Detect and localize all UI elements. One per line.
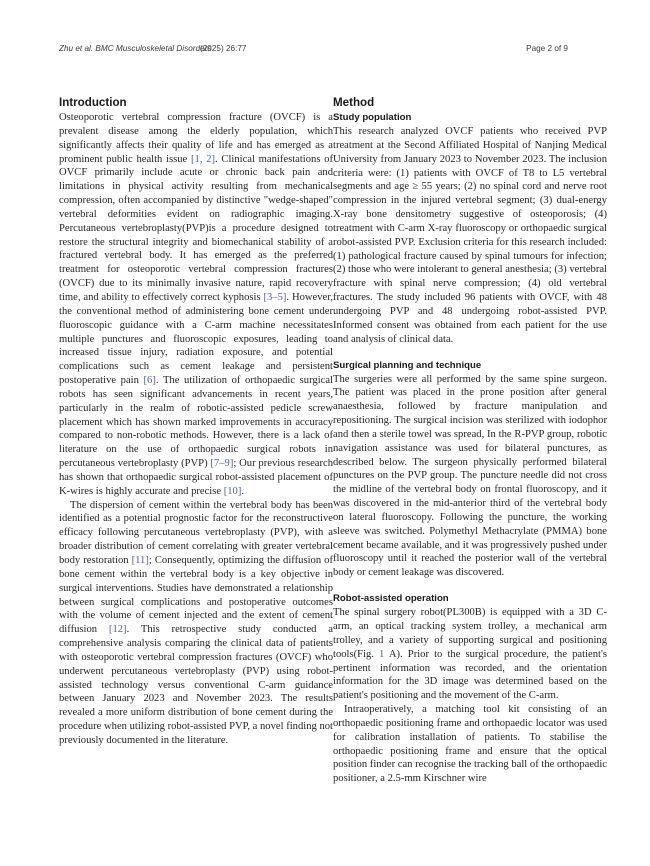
surgical-planning-paragraph: The surgeries were all performed by the same spine surgeon. The patient was placed in the prone position after general anaesthesia, followed by fracture manipulation and repositioning. The surgical incision was sterilized with iodophor and then a sterile towel was spread, In the R-PVP group, robotic navigation assistance was used for bilateral punctures, as described below. The surgeon physically performed bilateral punctures on the PVP group. The puncture needle did not cross the midline of the vertebral body on frontal fluoroscopy, and it was discovered in the mid-anterior third of the vertebral body on lateral fluoroscopy. Following the puncture, the working sleeve was switched. Polymethyl Methacrylate (PMMA) bone cement became available, and it was progressively pushed under fluoroscopy until it reached the posterior wall of the vertebral body or cement leakage was discovered. (333, 373, 607, 579)
page-number: Page 2 of 9 (526, 44, 568, 53)
citation-link[interactable]: [11] (131, 555, 149, 566)
section-title-method: Method (333, 96, 375, 109)
right-column (333, 96, 607, 786)
subsection-title-surgical-planning: Surgical planning and technique (333, 359, 482, 371)
citation-link[interactable]: [6] (143, 375, 156, 387)
section-spacer (333, 347, 607, 359)
subsection-title-robot-assisted: Robot-assisted operation (333, 593, 449, 605)
citation-link[interactable]: [7–9] (210, 458, 234, 470)
robot-assisted-paragraph-1: The spinal surgery robot(PL300B) is equipped with a 3D C-arm, an optical tracking system trolley, a mechanical arm trolley, and a variety of supporting surgical and positioning tools(Fig. 1 A). Prior to the surgical procedure, the patient's pertinent information was recorded, and the orientation information for the 3D image was determined based on the patient's positioning and the movement of the C-arm. (333, 607, 607, 702)
citation-link[interactable]: [1, 2] (191, 153, 216, 165)
citation-link[interactable]: 1 (379, 648, 385, 660)
citation-link[interactable]: [3–5] (263, 291, 287, 303)
study-population-paragraph: This research analyzed OVCF patients who received PVP treatment at the Second Affiliated Hospital of Nanjing Medical University from January 2023 to November 2023. The inclusion criteria were: (1) patients with OVCF of T8 to L5 vertebral segments and age ≥ 55 years; (2) no spinal cord and nerve root compression in the injured vertebral segment; (3) dual-energy X-ray bone densitometry suggestive of osteoporosis; (4) treatment with C-arm X-ray fluoroscopy or orthopaedic surgical robot-assisted PVP. Exclusion criteria for this research included: (1) pathological fracture caused by spinal tumours for infection; (2) those who were intolerant to general anesthesia; (3) vertebral fracture with spinal nerve compression; (4) old vertebral fractures. The study included 96 patients with OVCF, with 48 undergoing PVP and 48 undergoing robot-assisted PVP. Informed consent was obtained from each patient for the use and analysis of clinical data. (333, 126, 607, 345)
running-header-journal: Zhu et al. BMC Musculoskeletal Disorders (59, 44, 212, 53)
section-spacer (333, 580, 607, 592)
intro-paragraph-1: Osteoporotic vertebral compression fracture (OVCF) is a prevalent disease among the elderly population, which significantly affects their quality of life and has emerged as a prominent public health issue [1, 2]. Clinical manifestations of OVCF primarily include acute or chronic back pain and limitations in physical activity resulting from mechanical compression, often accompanied by distinctive "wedge-shaped" vertebral deformities evident on radiographic imaging. Percutaneous vertebroplasty(PVP)is a procedure designed to restore the structural integrity and biomechanical stability of a fractured vertebral body. It has emerged as the preferred treatment for osteoporotic vertebral compression fractures (OVCF) due to its minimally invasive nature, rapid recovery time, and ability to effectively correct kyphosis [3–5]. However, the conventional method of administering bone cement under fluoroscopic guidance with a C-arm machine necessitates multiple punctures and fluoroscopic exposures, leading to increased tissue injury, radiation exposure, and potential complications such as cement leakage and persistent postoperative pain [6]. The utilization of orthopaedic surgical robots has seen significant advancements in recent years, particularly in the realm of robotic-assisted pedicle screw placement which has shown marked improvements in accuracy compared to non-robotic methods. However, there is a lack of literature on the use of orthopaedic surgical robots in percutaneous vertebroplasty (PVP) [7–9]; Our previous research has shown that orthopaedic surgical robot-assisted placement of K-wires is highly accurate and precise [10]. (59, 112, 333, 497)
citation-link[interactable]: [12] (108, 624, 127, 636)
intro-paragraph-2: The dispersion of cement within the vertebral body has been identified as a potential prognostic factor for the reconstructive efficacy following percutaneous vertebroplasty (PVP), with a broader distribution of cement correlating with greater vertebral body restoration [11]; Consequently, optimizing the diffusion of bone cement within the vertebral body is a key objective in surgical interventions. Studies have demonstrated a relationship between surgical complications and postoperative outcomes with the volume of cement injected and the extent of cement diffusion [12]. This retrospective study conducted a comprehensive analysis comparing the clinical data of patients with osteoporotic vertebral compression fractures (OVCF) who underwent percutaneous vertebroplasty (PVP) using robot-assisted technology versus conventional C-arm guidance between January 2023 and November 2023. The results revealed a more uniform distribution of bone cement during the procedure when utilizing robot-assisted PVP, a novel finding not previously documented in the literature. (59, 499, 333, 746)
citation-link[interactable]: [10] (223, 485, 242, 497)
section-title-introduction: Introduction (59, 96, 127, 109)
robot-assisted-paragraph-2: Intraoperatively, a matching tool kit consisting of an orthopaedic positioning frame and orthopaedic locator was used for calibration installation of patients. To stabilise the orthopaedic positioning frame and ensure that the optical position finder can recognise the tracking ball of the orthopaedic positioner, a 2.5-mm Kirschner wire (333, 704, 607, 785)
subsection-title-study-population: Study population (333, 112, 412, 123)
left-column (59, 96, 333, 748)
running-header-citation: (2025) 26:77 (200, 44, 247, 53)
